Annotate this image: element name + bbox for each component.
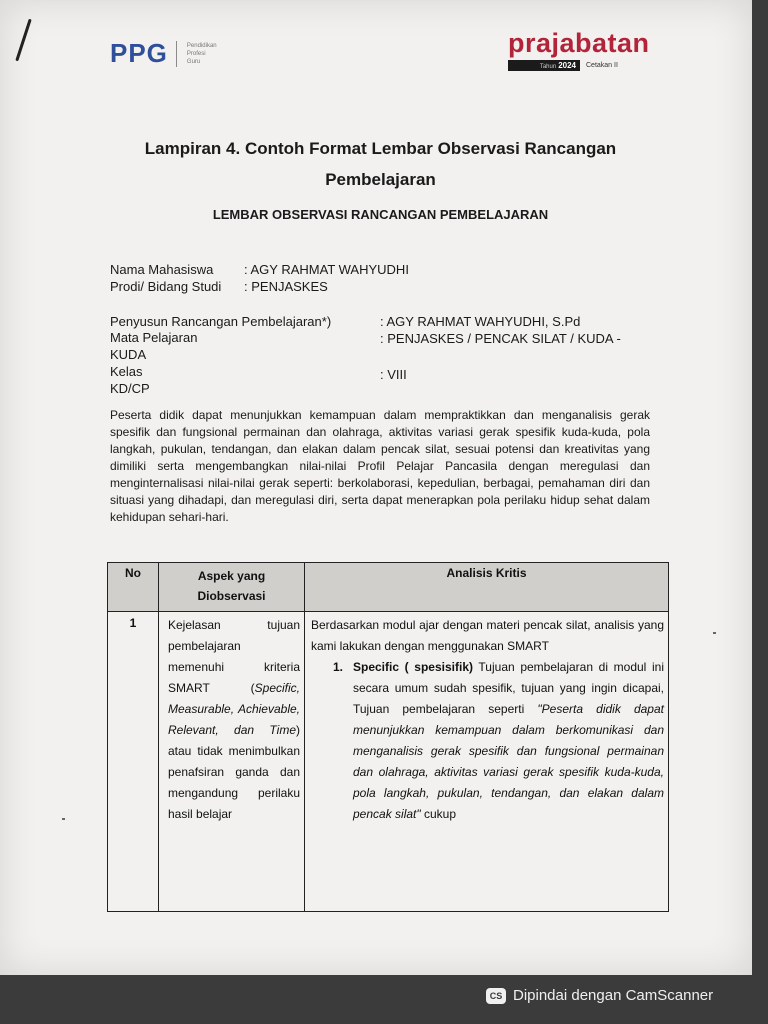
ppg-logo-text: PPG	[110, 38, 168, 68]
field-label-nama: Nama Mahasiswa	[110, 262, 214, 277]
ppg-logo-subtitle: Pendidikan Profesi Guru	[186, 42, 217, 65]
row-no: 1	[108, 612, 159, 912]
field-label-kdcp: KD/CP	[110, 381, 150, 396]
field-value-prodi: : PENJASKES	[244, 279, 328, 294]
row-aspek: Kejelasan tujuan pembelajaran memenuhi kriteria SMART (Specific, Measurable, Achievable, Relevant, dan Time) atau tidak menimbulkan penafsiran ganda dan mengandung perilaku hasil belajar	[159, 612, 305, 912]
field-value-kelas: : VIII	[380, 367, 407, 382]
scan-speck	[62, 818, 65, 820]
field-label-prodi: Prodi/ Bidang Studi	[110, 279, 222, 294]
field-label-kelas: Kelas	[110, 364, 143, 379]
analysis-intro: Berdasarkan modul ajar dengan materi pencak silat, analisis yang kami lakukan dengan menggunakan SMART	[311, 618, 664, 653]
field-value-mapel: : PENJASKES / PENCAK SILAT / KUDA -	[380, 331, 621, 346]
field-value-penyusun: : AGY RAHMAT WAHYUDHI, S.Pd	[380, 314, 581, 329]
header-aspek: Aspek yang Diobservasi	[159, 563, 305, 612]
analysis-item-quote: "Peserta didik dapat menunjukkan kemampuan dalam berkomunikasi dan menganalisis gerak spesifik dan fungsional permainan dan olahraga, aktivitas variasi gerak spesifik kuda-kuda, pola langkah, pukulan, tendangan, dan elakan dalam pencak silat"	[353, 702, 664, 821]
camscanner-text: Dipindai dengan CamScanner	[513, 987, 714, 1004]
header-analisis: Analisis Kritis	[305, 563, 669, 612]
ppg-logo	[110, 38, 217, 69]
capaian-pembelajaran-paragraph: Peserta didik dapat menunjukkan kemampuan dalam mempraktikkan dan menganalisis gerak spesifik dan fungsional permainan dan olahraga, aktivitas variasi gerak spesifik kuda-kuda, pola langkah, pukulan, tendangan, dan elakan dalam pencak silat, sesuai potensi dan kreativitas yang dimiliki serta mengembangkan nilai-nilai Profil Pelajar Pancasila dengan meregulasi dan menginternalisasi nilai-nilai gerak seperti: berkolaborasi, kepedulian, berbagai, pemahaman diri dan situasi yang dihadapi, dan meregulasi diri, serta dapat menerapkan pola perilaku hidup sehat dalam kehidupan sehari-hari.	[110, 408, 650, 524]
analysis-item-heading: Specific ( spesisifik)	[353, 660, 473, 674]
field-label-mapel: Mata Pelajaran	[110, 330, 198, 345]
document-subtitle: LEMBAR OBSERVASI RANCANGAN PEMBELAJARAN	[212, 207, 549, 222]
field-value-mapel-continued: KUDA	[110, 347, 147, 362]
ppg-logo-separator	[176, 41, 177, 67]
document-title: Lampiran 4. Contoh Format Lembar Observasi Rancangan Pembelajaran	[144, 139, 617, 189]
scan-speck	[713, 632, 716, 634]
brand-cetakan: Cetakan II	[586, 62, 618, 69]
camscanner-watermark	[486, 987, 713, 1004]
table-header-row	[108, 563, 669, 612]
brand-year-bar: Tahun 2024	[508, 60, 580, 71]
field-value-nama: : AGY RAHMAT WAHYUDHI	[244, 262, 409, 277]
prajabatan-wordmark: prajabatan	[508, 28, 650, 58]
header-no: No	[108, 563, 159, 612]
observation-table	[107, 562, 669, 912]
row-analisis	[305, 612, 669, 912]
pen-mark	[15, 19, 31, 62]
analysis-list-item: 1. Specific ( spesisifik) Tujuan pembelajaran di modul ini secara umum sudah spesifik, tujuan yang ingin dicapai, Tujuan pembelajaran seperti "Peserta didik dapat menunjukkan kemampuan dalam berkomunikasi dan menganalisis gerak spesifik dan fungsional permainan dan olahraga, aktivitas variasi gerak spesifik kuda-kuda, pola langkah, pukulan, tendangan, dan elakan dalam pencak silat" cukup	[333, 660, 664, 821]
camscanner-logo-icon: CS	[486, 988, 506, 1004]
field-label-penyusun: Penyusun Rancangan Pembelajaran*)	[110, 314, 332, 329]
prajabatan-logo	[508, 28, 658, 71]
table-row	[108, 612, 669, 912]
